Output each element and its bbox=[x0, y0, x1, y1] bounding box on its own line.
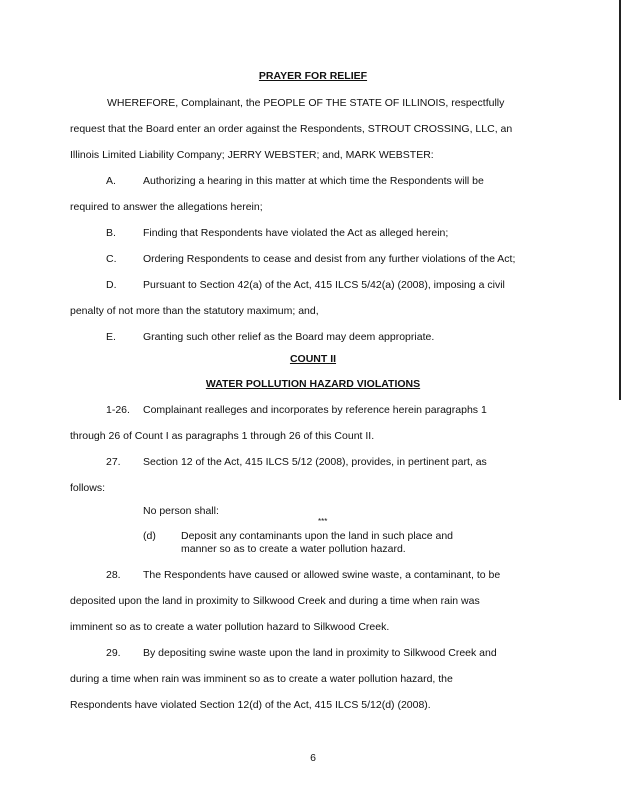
page-number: 6 bbox=[310, 752, 316, 764]
heading-prayer-for-relief: PRAYER FOR RELIEF bbox=[258, 70, 368, 82]
para-27-line-2: follows: bbox=[70, 482, 106, 494]
item-d-line-1: Pursuant to Section 42(a) of the Act, 415 ILCS 5/42(a) (2008), imposing a civil bbox=[143, 279, 505, 291]
item-a-line-2: required to answer the allegations herein; bbox=[70, 201, 263, 213]
item-e-line-1: Granting such other relief as the Board may deem appropriate. bbox=[143, 331, 435, 343]
item-b-letter: B. bbox=[106, 227, 116, 239]
para-29-num: 29. bbox=[106, 647, 121, 659]
para-1-26-num: 1-26. bbox=[106, 404, 130, 416]
para-29-line-2: during a time when rain was imminent so as to create a water pollution hazard, the bbox=[70, 673, 453, 685]
para-1-26-line-1: Complainant realleges and incorporates by reference herein paragraphs 1 bbox=[143, 404, 487, 416]
wherefore-line-1: WHEREFORE, Complainant, the PEOPLE OF THE STATE OF ILLINOIS, respectfully bbox=[107, 97, 505, 109]
item-a-letter: A. bbox=[106, 175, 116, 187]
para-27-line-1: Section 12 of the Act, 415 ILCS 5/12 (2008), provides, in pertinent part, as bbox=[143, 456, 487, 468]
para-28-line-2: deposited upon the land in proximity to Silkwood Creek and during a time when rain was bbox=[70, 595, 480, 607]
item-d-line-2: penalty of not more than the statutory maximum; and, bbox=[70, 305, 319, 317]
item-c-line-1: Ordering Respondents to cease and desist from any further violations of the Act; bbox=[143, 253, 516, 265]
heading-violations: WATER POLLUTION HAZARD VIOLATIONS bbox=[205, 378, 421, 390]
item-b-line-1: Finding that Respondents have violated the Act as alleged herein; bbox=[143, 227, 449, 239]
para-29-line-1: By depositing swine waste upon the land in proximity to Silkwood Creek and bbox=[143, 647, 497, 659]
item-a-line-1: Authorizing a hearing in this matter at which time the Respondents will be bbox=[143, 175, 484, 187]
para-29-line-3: Respondents have violated Section 12(d) of the Act, 415 ILCS 5/12(d) (2008). bbox=[70, 699, 431, 711]
para-28-num: 28. bbox=[106, 569, 121, 581]
quote-ellipsis: *** bbox=[318, 517, 328, 526]
item-d-letter: D. bbox=[106, 279, 117, 291]
para-28-line-3: imminent so as to create a water pollution hazard to Silkwood Creek. bbox=[70, 621, 390, 633]
heading-count: COUNT II bbox=[289, 353, 337, 365]
wherefore-line-3: Illinois Limited Liability Company; JERRY WEBSTER; and, MARK WEBSTER: bbox=[70, 149, 434, 161]
margin-rule bbox=[619, 0, 621, 400]
quote-sub-letter: (d) bbox=[143, 530, 156, 542]
para-27-num: 27. bbox=[106, 456, 121, 468]
quote-sub-line-1: Deposit any contaminants upon the land in such place and bbox=[181, 530, 454, 542]
item-c-letter: C. bbox=[106, 253, 117, 265]
quote-sub-line-2: manner so as to create a water pollution hazard. bbox=[181, 543, 406, 555]
item-e-letter: E. bbox=[106, 331, 116, 343]
quote-intro: No person shall: bbox=[143, 505, 219, 517]
para-1-26-line-2: through 26 of Count I as paragraphs 1 through 26 of this Count II. bbox=[70, 430, 375, 442]
para-28-line-1: The Respondents have caused or allowed swine waste, a contaminant, to be bbox=[143, 569, 501, 581]
wherefore-line-2: request that the Board enter an order against the Respondents, STROUT CROSSING, LLC, an bbox=[70, 123, 513, 135]
